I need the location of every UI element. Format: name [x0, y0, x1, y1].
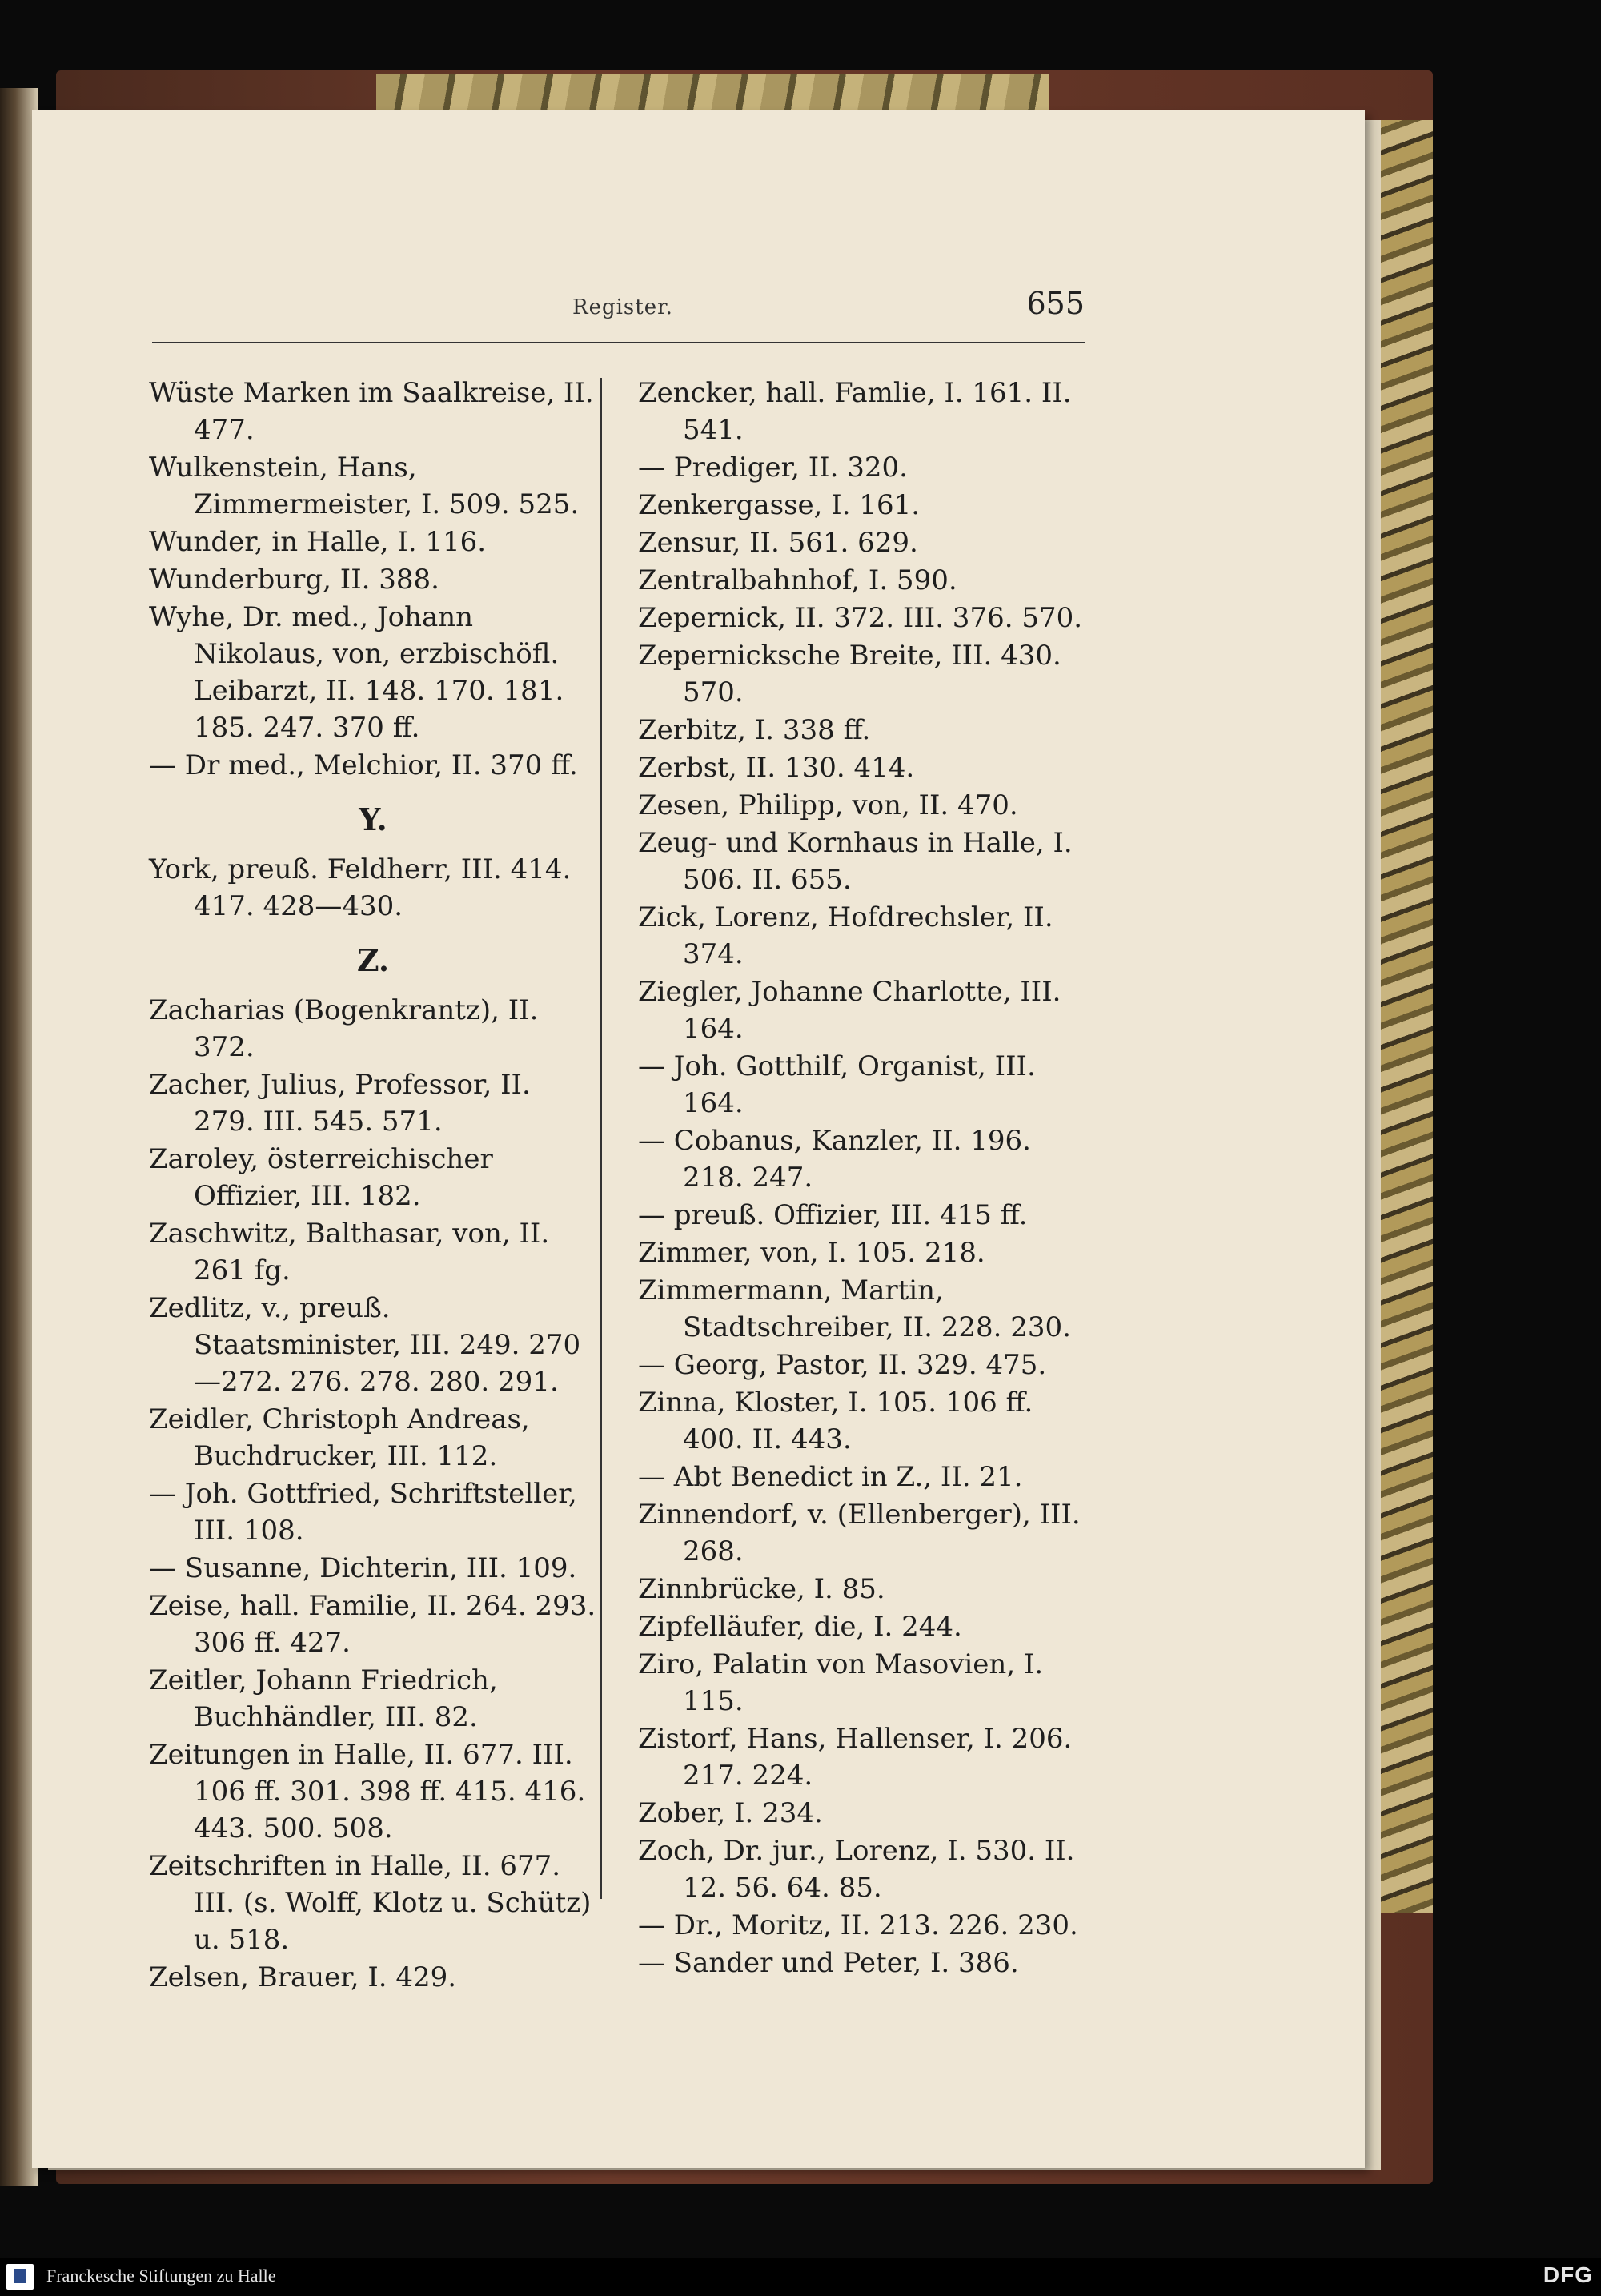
left-column	[149, 375, 597, 1997]
index-entry: Zeidler, Christoph Andreas, Buchdrucker, III. 112.	[149, 1403, 530, 1472]
index-entry: Zinnendorf, v. (Ellenberger), III. 268.	[638, 1499, 1081, 1567]
index-entry: Zimmer, von, I. 105. 218.	[638, 1237, 985, 1269]
running-header	[152, 286, 1085, 343]
index-entry: Zoch, Dr. jur., Lorenz, I. 530. II. 12. 56. 64. 85.	[638, 1835, 1075, 1904]
credit-text: Franckesche Stiftungen zu Halle	[46, 2266, 276, 2286]
index-entry: Zerbst, II. 130. 414.	[638, 752, 915, 784]
running-title: Register.	[572, 295, 673, 319]
index-entry: Zedlitz, v., preuß. Staatsminister, III. 249. 270—272. 276. 278. 280. 291.	[149, 1292, 581, 1398]
index-entry: — Joh. Gotthilf, Organist, III. 164.	[638, 1050, 1036, 1119]
index-entry: Zelsen, Brauer, I. 429.	[149, 1961, 457, 1993]
index-entry: Wyhe, Dr. med., Johann Nikolaus, von, erzbischöfl. Leibarzt, II. 148. 170. 181. 185. 247. 370 ff.	[149, 601, 564, 744]
index-entry: Zacher, Julius, Professor, II. 279. III. 545. 571.	[149, 1069, 531, 1138]
index-entry: Zesen, Philipp, von, II. 470.	[638, 789, 1018, 821]
index-entry: — Prediger, II. 320.	[638, 452, 908, 484]
index-entry: Zinnbrücke, I. 85.	[638, 1573, 885, 1605]
index-entry: — Susanne, Dichterin, III. 109.	[149, 1552, 577, 1584]
index-entry: — Sander und Peter, I. 386.	[638, 1947, 1019, 1979]
index-entry: Zacharias (Bogenkrantz), II. 372.	[149, 994, 539, 1063]
index-entry: Zenkergasse, I. 161.	[638, 489, 921, 521]
index-entry: Zeug- und Kornhaus in Halle, I. 506. II. 655.	[638, 827, 1073, 896]
section-letter-z: Z.	[356, 942, 390, 978]
index-entry: Zinna, Kloster, I. 105. 106 ff. 400. II. 443.	[638, 1387, 1033, 1455]
index-entry: Zaschwitz, Balthasar, von, II. 261 fg.	[149, 1218, 550, 1286]
index-entry: Zistorf, Hans, Hallenser, I. 206. 217. 224.	[638, 1723, 1073, 1792]
index-entry: Wunder, in Halle, I. 116.	[149, 526, 487, 558]
index-entry: Ziegler, Johanne Charlotte, III. 164.	[638, 976, 1061, 1045]
index-entry: Zerbitz, I. 338 ff.	[638, 714, 871, 746]
index-entry: — preuß. Offizier, III. 415 ff.	[638, 1199, 1028, 1231]
index-entry: Zepernick, II. 372. III. 376. 570.	[638, 602, 1083, 634]
index-entry: Zober, I. 234.	[638, 1797, 823, 1829]
index-entry: — Cobanus, Kanzler, II. 196. 218. 247.	[638, 1125, 1031, 1194]
index-entry: Zeitschriften in Halle, II. 677. III. (s. Wolff, Klotz u. Schütz) u. 518.	[149, 1850, 592, 1956]
index-entry: Zeitler, Johann Friedrich, Buchhändler, III. 82.	[149, 1664, 498, 1733]
index-entry: Zeise, hall. Familie, II. 264. 293. 306 ff. 427.	[149, 1590, 596, 1659]
index-entry: — Abt Benedict in Z., II. 21.	[638, 1461, 1023, 1493]
index-entry: Zipfelläufer, die, I. 244.	[638, 1611, 962, 1643]
index-entry: — Georg, Pastor, II. 329. 475.	[638, 1349, 1047, 1381]
index-entry: Ziro, Palatin von Masovien, I. 115.	[638, 1648, 1044, 1717]
index-entry: Zimmermann, Martin, Stadtschreiber, II. 228. 230.	[638, 1274, 1071, 1343]
index-entry: Zencker, hall. Famlie, I. 161. II. 541.	[638, 377, 1072, 446]
index-entry: — Dr med., Melchior, II. 370 ff.	[149, 749, 578, 781]
index-entry: Wüste Marken im Saalkreise, II. 477.	[149, 377, 594, 446]
viewer-footer-bar	[0, 2258, 1601, 2296]
index-entry: — Joh. Gottfried, Schriftsteller, III. 108.	[149, 1478, 577, 1547]
column-divider	[600, 378, 602, 1899]
index-entry: Wulkenstein, Hans, Zimmermeister, I. 509. 525.	[149, 452, 580, 520]
page-number: 655	[1026, 286, 1085, 321]
index-entry: Zentralbahnhof, I. 590.	[638, 564, 957, 596]
section-letter-y: Y.	[359, 801, 387, 837]
dfg-logo: DFG	[1543, 2262, 1593, 2287]
index-entry: Zick, Lorenz, Hofdrechsler, II. 374.	[638, 901, 1053, 970]
index-entry: Zeitungen in Halle, II. 677. III. 106 ff. 301. 398 ff. 415. 416. 443. 500. 508.	[149, 1739, 586, 1844]
index-entry: Zensur, II. 561. 629.	[638, 527, 918, 559]
index-entry: — Dr., Moritz, II. 213. 226. 230.	[638, 1909, 1078, 1941]
index-entry: Zepernicksche Breite, III. 430. 570.	[638, 640, 1061, 708]
index-entry: York, preuß. Feldherr, III. 414. 417. 428—430.	[149, 853, 572, 922]
index-entry: Zaroley, österreichischer Offizier, III. 182.	[149, 1143, 493, 1212]
index-entry: Wunderburg, II. 388.	[149, 564, 439, 596]
right-column	[638, 375, 1086, 1982]
foundation-logo-icon	[6, 2264, 34, 2290]
